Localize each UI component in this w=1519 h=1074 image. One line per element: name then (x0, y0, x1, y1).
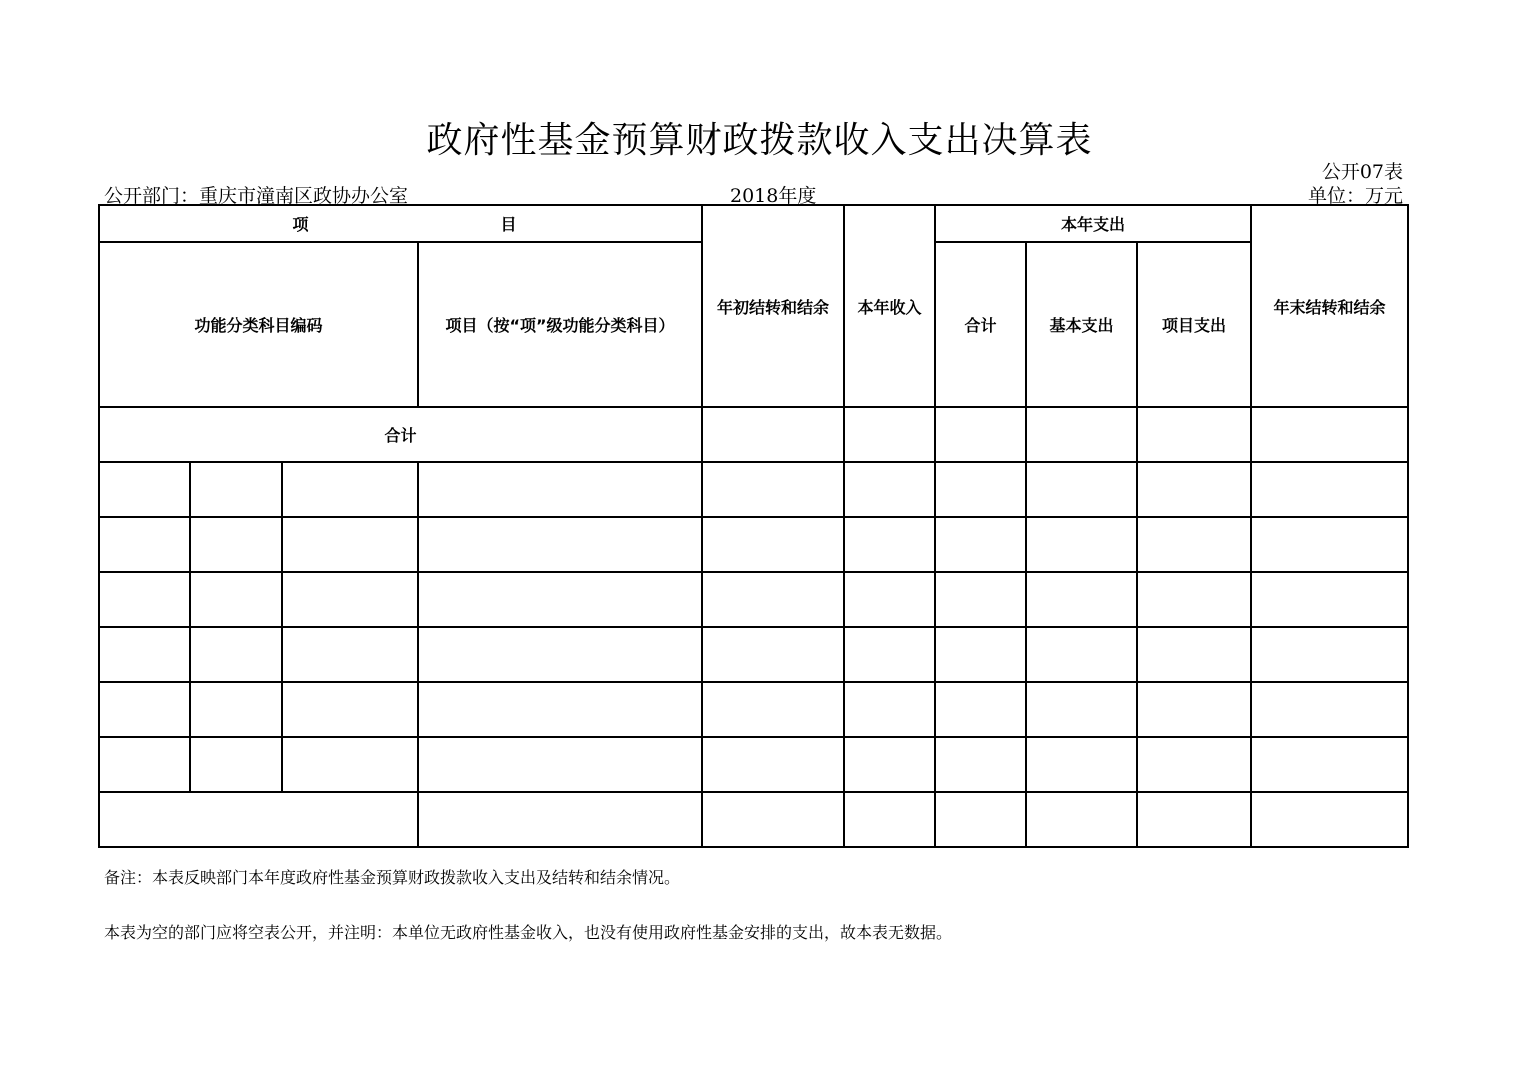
table-cell (190, 517, 282, 572)
table-cell (1251, 682, 1408, 737)
note-remark: 备注：本表反映部门本年度政府性基金预算财政拨款收入支出及结转和结余情况。 (104, 868, 681, 887)
table-cell (282, 627, 418, 682)
table-cell (1026, 792, 1137, 847)
table-cell (190, 737, 282, 792)
table-cell (418, 682, 702, 737)
table-row (99, 462, 1408, 517)
table-cell (418, 737, 702, 792)
table-cell (1137, 737, 1251, 792)
total-row (99, 407, 1408, 462)
table-cell (702, 737, 844, 792)
table-cell (1251, 627, 1408, 682)
note-empty-table: 本表为空的部门应将空表公开，并注明：本单位无政府性基金收入，也没有使用政府性基金安排的支出，故本表无数据。 (104, 923, 953, 942)
expense-basic-header: 基本支出 (1026, 242, 1137, 407)
table-row (99, 792, 1408, 847)
total-row-label: 合计 (99, 407, 702, 462)
table-cell (935, 737, 1026, 792)
table-cell (418, 462, 702, 517)
table-cell (99, 737, 190, 792)
table-cell (935, 627, 1026, 682)
table-cell (1251, 572, 1408, 627)
table-cell (1137, 572, 1251, 627)
unit-label: 单位：万元 (1307, 185, 1403, 207)
table-cell (844, 737, 935, 792)
table-cell (844, 682, 935, 737)
func-code-header: 功能分类科目编码 (99, 242, 418, 407)
department-label: 公开部门：重庆市潼南区政协办公室 (104, 185, 409, 207)
table-cell (1026, 682, 1137, 737)
table-cell (935, 517, 1026, 572)
table-row (99, 627, 1408, 682)
table-cell (1137, 627, 1251, 682)
table-cell (282, 572, 418, 627)
table-row (99, 517, 1408, 572)
table-cell (844, 572, 935, 627)
table-cell (1137, 462, 1251, 517)
expense-group-header: 本年支出 (935, 205, 1251, 242)
budget-table (98, 204, 1409, 848)
table-cell (99, 517, 190, 572)
begin-balance-header: 年初结转和结余 (702, 205, 844, 407)
expense-project-header: 项目支出 (1137, 242, 1251, 407)
table-cell (1251, 407, 1408, 462)
table-row (99, 572, 1408, 627)
table-cell (418, 572, 702, 627)
table-cell (844, 517, 935, 572)
table-cell (702, 627, 844, 682)
table-cell (1026, 517, 1137, 572)
table-cell (702, 517, 844, 572)
table-cell (1137, 407, 1251, 462)
table-cell (282, 462, 418, 517)
table-cell (190, 462, 282, 517)
table-cell (1026, 407, 1137, 462)
table-cell (418, 627, 702, 682)
table-cell (844, 407, 935, 462)
table-cell (702, 572, 844, 627)
table-cell (1137, 792, 1251, 847)
page-title: 政府性基金预算财政拨款收入支出决算表 (426, 120, 1093, 161)
expense-total-header: 合计 (935, 242, 1026, 407)
table-cell (844, 462, 935, 517)
form-code: 公开07表 (1321, 161, 1403, 183)
table-cell (99, 572, 190, 627)
table-cell (1026, 737, 1137, 792)
table-cell (1137, 517, 1251, 572)
table-cell (190, 682, 282, 737)
table-cell (99, 682, 190, 737)
table-cell (418, 792, 702, 847)
table-cell (1026, 572, 1137, 627)
end-balance-header: 年末结转和结余 (1251, 205, 1408, 407)
table-cell (935, 572, 1026, 627)
table-cell (1137, 682, 1251, 737)
table-cell (1251, 792, 1408, 847)
table-cell (1026, 462, 1137, 517)
table-cell (935, 792, 1026, 847)
table-cell (844, 627, 935, 682)
fiscal-year: 2018年度 (730, 185, 817, 207)
table-cell (935, 462, 1026, 517)
table-cell (1251, 462, 1408, 517)
item-header (99, 205, 702, 242)
table-cell (935, 682, 1026, 737)
table-cell (190, 627, 282, 682)
table-cell (282, 737, 418, 792)
table-cell (702, 682, 844, 737)
table-cell (99, 462, 190, 517)
item-header-part2: 目 (500, 215, 517, 234)
table-cell (702, 407, 844, 462)
table-cell (844, 792, 935, 847)
table-cell (1251, 737, 1408, 792)
table-row (99, 737, 1408, 792)
table-cell (190, 572, 282, 627)
table-cell (282, 517, 418, 572)
table-cell (99, 792, 418, 847)
table-cell (282, 682, 418, 737)
table-cell (1026, 627, 1137, 682)
item-name-header: 项目（按“项”级功能分类科目） (418, 242, 702, 407)
table-cell (418, 517, 702, 572)
table-row (99, 682, 1408, 737)
table-cell (935, 407, 1026, 462)
table-cell (702, 462, 844, 517)
item-header-part1: 项 (292, 215, 309, 234)
table-cell (99, 627, 190, 682)
table-cell (702, 792, 844, 847)
table-cell (1251, 517, 1408, 572)
income-header: 本年收入 (844, 205, 935, 407)
